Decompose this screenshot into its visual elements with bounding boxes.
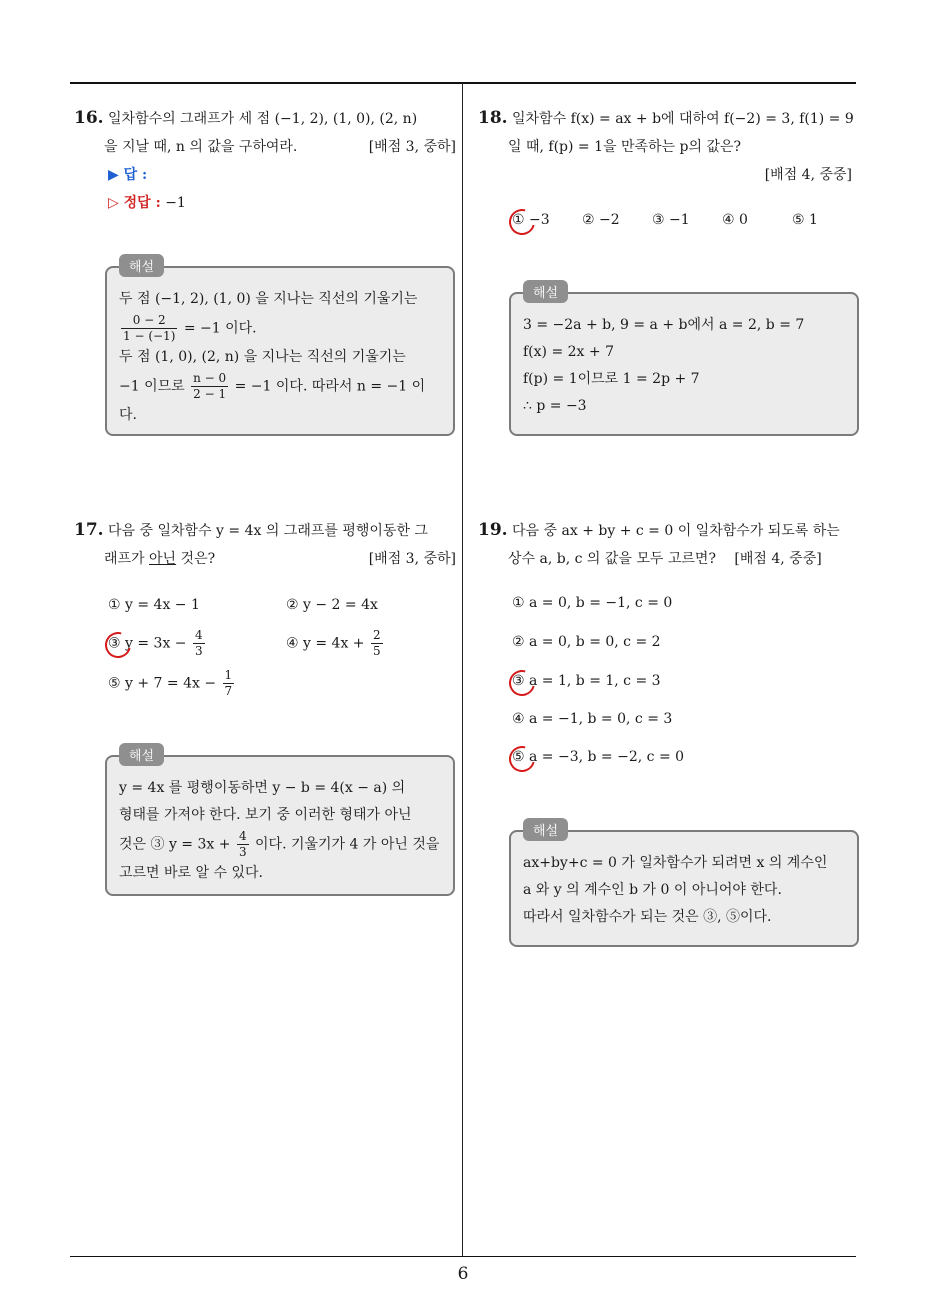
solution-line: ∴ p = −3 bbox=[523, 398, 587, 414]
problem-number: 17. bbox=[74, 520, 104, 540]
choice-text: ④ y = 4x + bbox=[286, 635, 365, 652]
problem-text: 래프가 bbox=[104, 551, 150, 567]
top-rule bbox=[70, 82, 856, 84]
bottom-rule bbox=[70, 1256, 856, 1257]
choice-4: ④ 0 bbox=[722, 212, 748, 228]
solution-text: = −1 이다. bbox=[183, 320, 257, 337]
problem-17 bbox=[74, 516, 456, 573]
selected-answer-mark bbox=[504, 665, 540, 701]
choice-1: ① y = 4x − 1 bbox=[108, 597, 200, 613]
problem-meta: [배점 4, 중중] bbox=[764, 167, 852, 183]
solution-text: 이다. 기울기가 4 가 아닌 것을 bbox=[255, 836, 440, 853]
fraction-numerator: n − 0 bbox=[193, 371, 227, 385]
solution-line bbox=[119, 371, 441, 402]
solution-box-19 bbox=[509, 824, 859, 947]
fraction-denominator: 7 bbox=[224, 684, 233, 698]
solution-line: y = 4x 를 평행이동하면 y − b = 4(x − a) 의 bbox=[119, 780, 406, 796]
solution-line: 형태를 가져야 한다. 보기 중 이러한 형태가 아닌 bbox=[119, 807, 412, 823]
choice-5: ⑤ a = −3, b = −2, c = 0 bbox=[512, 749, 685, 765]
emphasis-text: 아닌 bbox=[149, 551, 177, 567]
choice-1: ① −3 bbox=[512, 212, 550, 228]
choice-2: ② a = 0, b = 0, c = 2 bbox=[512, 634, 661, 650]
problem-meta: [배점 3, 중하] bbox=[368, 551, 456, 567]
problem-text: 일차함수의 그래프가 세 점 (−1, 2), (1, 0), (2, n) bbox=[108, 111, 418, 127]
problem-number: 16. bbox=[74, 108, 104, 128]
choice-3: ③ a = 1, b = 1, c = 3 bbox=[512, 673, 661, 689]
solution-body bbox=[523, 312, 845, 420]
problem-text: 상수 a, b, c 의 값을 모두 고르면? bbox=[508, 551, 716, 567]
solution-line: 3 = −2a + b, 9 = a + b에서 a = 2, b = 7 bbox=[523, 317, 805, 333]
solution-line: ax+by+c = 0 가 일차함수가 되려면 x 의 계수인 bbox=[523, 855, 828, 871]
choice-text: ③ y = 3x − bbox=[108, 635, 187, 652]
correct-answer-line bbox=[108, 192, 186, 212]
problem-text: 일 때, f(p) = 1을 만족하는 p의 값은? bbox=[508, 139, 742, 155]
fraction-denominator: 3 bbox=[194, 644, 203, 658]
solution-body bbox=[119, 286, 441, 429]
solution-box-18 bbox=[509, 286, 859, 436]
choice-3: ③ −1 bbox=[652, 212, 690, 228]
problem-number: 19. bbox=[478, 520, 508, 540]
choice-2: ② y − 2 = 4x bbox=[286, 597, 378, 613]
choice-4 bbox=[286, 628, 385, 659]
fraction bbox=[193, 628, 205, 659]
solution-tag: 해설 bbox=[119, 254, 164, 277]
problem-19 bbox=[478, 516, 862, 573]
problem-number: 18. bbox=[478, 108, 508, 128]
solution-tag: 해설 bbox=[119, 743, 164, 766]
solution-line: 다. bbox=[119, 407, 137, 423]
choice-1: ① a = 0, b = −1, c = 0 bbox=[512, 595, 673, 611]
fraction-denominator: 2 − 1 bbox=[193, 387, 227, 401]
page-number: 6 bbox=[457, 1264, 469, 1284]
selected-answer-mark bbox=[504, 741, 540, 777]
solution-line: 두 점 (−1, 2), (1, 0) 을 지나는 직선의 기울기는 bbox=[119, 291, 418, 307]
solution-text: 것은 ③ y = 3x + bbox=[119, 836, 231, 853]
solution-text: = −1 이다. 따라서 n = −1 이 bbox=[234, 378, 426, 395]
solution-line: a 와 y 의 계수인 b 가 0 이 아니어야 한다. bbox=[523, 882, 782, 898]
solution-line: f(p) = 1이므로 1 = 2p + 7 bbox=[523, 371, 700, 387]
correct-label: ▷ 정답 : bbox=[108, 195, 161, 211]
solution-line bbox=[119, 313, 441, 344]
problem-text: 다음 중 일차함수 y = 4x 의 그래프를 평행이동한 그 bbox=[108, 523, 428, 539]
problem-16 bbox=[74, 104, 456, 161]
fraction-denominator: 5 bbox=[372, 644, 381, 658]
problem-meta: [배점 3, 중하] bbox=[368, 139, 456, 155]
fraction-denominator: 3 bbox=[238, 845, 247, 859]
choice-5 bbox=[108, 668, 236, 699]
fraction-numerator: 1 bbox=[224, 668, 233, 682]
problem-text: 것은? bbox=[176, 551, 216, 567]
fraction-numerator: 4 bbox=[194, 628, 203, 642]
problem-meta: [배점 4, 중중] bbox=[734, 551, 822, 567]
answer-label: ▶ 답 : bbox=[108, 167, 148, 183]
choice-text: ⑤ y + 7 = 4x − bbox=[108, 675, 217, 692]
solution-tag: 해설 bbox=[523, 818, 568, 841]
solution-tag: 해설 bbox=[523, 280, 568, 303]
selected-answer-mark bbox=[504, 204, 540, 240]
choice-2: ② −2 bbox=[582, 212, 620, 228]
fraction-numerator: 4 bbox=[238, 829, 247, 843]
solution-line: 두 점 (1, 0), (2, n) 을 지나는 직선의 기울기는 bbox=[119, 349, 406, 365]
solution-box-16 bbox=[105, 260, 455, 436]
problem-text: 다음 중 ax + by + c = 0 이 일차함수가 되도록 하는 bbox=[512, 523, 840, 539]
choice-4: ④ a = −1, b = 0, c = 3 bbox=[512, 711, 673, 727]
fraction bbox=[121, 313, 177, 344]
choice-5: ⑤ 1 bbox=[792, 212, 818, 228]
fraction-numerator: 0 − 2 bbox=[121, 313, 177, 329]
fraction bbox=[371, 628, 383, 659]
fraction-denominator: 1 − (−1) bbox=[123, 329, 176, 343]
fraction bbox=[223, 668, 235, 699]
problem-text: 을 지날 때, n 의 값을 구하여라. bbox=[104, 139, 298, 155]
fraction bbox=[191, 371, 228, 402]
solution-line: 고르면 바로 알 수 있다. bbox=[119, 865, 263, 881]
solution-text: −1 이므로 bbox=[119, 378, 185, 395]
answer-line bbox=[108, 164, 147, 184]
solution-body bbox=[119, 775, 441, 887]
problem-text: 일차함수 f(x) = ax + b에 대하여 f(−2) = 3, f(1) = 9 bbox=[512, 111, 854, 127]
fraction bbox=[237, 829, 249, 860]
solution-box-17 bbox=[105, 749, 455, 896]
fraction-numerator: 2 bbox=[372, 628, 381, 642]
solution-line: f(x) = 2x + 7 bbox=[523, 344, 614, 360]
column-divider bbox=[462, 83, 463, 1256]
problem-18 bbox=[478, 104, 862, 189]
solution-body bbox=[523, 850, 845, 931]
correct-value: −1 bbox=[165, 195, 186, 211]
solution-line: 따라서 일차함수가 되는 것은 ③, ⑤이다. bbox=[523, 909, 772, 925]
solution-line bbox=[119, 829, 441, 860]
